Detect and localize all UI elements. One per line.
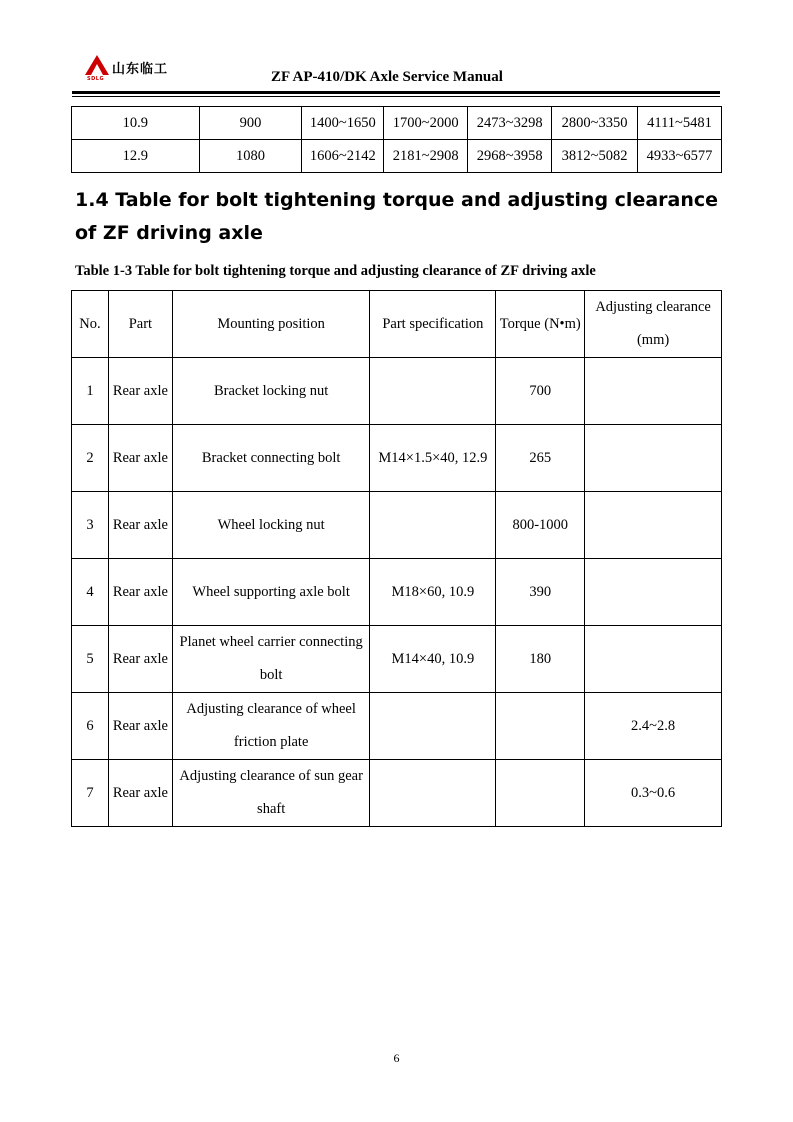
- logo-sub: SDLG: [87, 76, 105, 82]
- table-row: [72, 492, 722, 559]
- cell-position: Wheel supporting axle bolt: [172, 559, 370, 626]
- table-row: [72, 559, 722, 626]
- cell-position: Bracket locking nut: [172, 358, 370, 425]
- cell-part: Rear axle: [108, 559, 172, 626]
- table-cell: 2968~3958: [468, 140, 552, 173]
- header-part: Part: [108, 291, 172, 358]
- cell-spec: M14×40, 10.9: [370, 626, 496, 693]
- cell-spec: M14×1.5×40, 12.9: [370, 425, 496, 492]
- table-cell: 1080: [199, 140, 302, 173]
- cell-position: Adjusting clearance of sun gear shaft: [172, 760, 370, 827]
- cell-part: Rear axle: [108, 693, 172, 760]
- cell-spec: [370, 760, 496, 827]
- cell-torque: 180: [496, 626, 585, 693]
- cell-position: Adjusting clearance of wheel friction plate: [172, 693, 370, 760]
- cell-clearance: [585, 358, 722, 425]
- table-row: [72, 107, 722, 140]
- table-cell: 4933~6577: [638, 140, 722, 173]
- cell-part: Rear axle: [108, 492, 172, 559]
- cell-no: 6: [72, 693, 109, 760]
- cell-spec: [370, 693, 496, 760]
- company-logo: [84, 54, 194, 84]
- table-cell: 10.9: [72, 107, 200, 140]
- logo-triangle-icon: [84, 54, 110, 76]
- cell-torque: 700: [496, 358, 585, 425]
- table-cell: 1400~1650: [302, 107, 384, 140]
- cell-torque: 800-1000: [496, 492, 585, 559]
- table-row: [72, 358, 722, 425]
- header-rule-thick: [72, 91, 720, 94]
- table-cell: 900: [199, 107, 302, 140]
- cell-clearance: [585, 492, 722, 559]
- cell-clearance: 2.4~2.8: [585, 693, 722, 760]
- cell-clearance: [585, 626, 722, 693]
- header-clearance: Adjusting clearance (mm): [585, 291, 722, 358]
- cell-spec: [370, 492, 496, 559]
- cell-clearance: 0.3~0.6: [585, 760, 722, 827]
- cell-position: Wheel locking nut: [172, 492, 370, 559]
- table-cell: 1606~2142: [302, 140, 384, 173]
- cell-no: 2: [72, 425, 109, 492]
- cell-no: 5: [72, 626, 109, 693]
- table-row: [72, 425, 722, 492]
- cell-no: 1: [72, 358, 109, 425]
- cell-torque: 390: [496, 559, 585, 626]
- cell-spec: M18×60, 10.9: [370, 559, 496, 626]
- cell-clearance: [585, 425, 722, 492]
- cell-clearance: [585, 559, 722, 626]
- grade-torque-table: [71, 106, 722, 173]
- table-cell: 3812~5082: [552, 140, 638, 173]
- cell-part: Rear axle: [108, 425, 172, 492]
- cell-torque: [496, 760, 585, 827]
- cell-torque: [496, 693, 585, 760]
- table-cell: 2800~3350: [552, 107, 638, 140]
- table-row: [72, 626, 722, 693]
- cell-no: 7: [72, 760, 109, 827]
- table-cell: 12.9: [72, 140, 200, 173]
- table-row: [72, 693, 722, 760]
- cell-torque: 265: [496, 425, 585, 492]
- cell-no: 3: [72, 492, 109, 559]
- section-heading: 1.4 Table for bolt tightening torque and adjusting clearance of ZF driving axle: [75, 189, 719, 244]
- cell-part: Rear axle: [108, 760, 172, 827]
- table-row: [72, 140, 722, 173]
- table-caption: Table 1-3 Table for bolt tightening torque and adjusting clearance of ZF driving axle: [75, 263, 596, 279]
- header-no: No.: [72, 291, 109, 358]
- header-title: ZF AP-410/DK Axle Service Manual: [271, 69, 503, 85]
- header-position: Mounting position: [172, 291, 370, 358]
- header-rule-thin: [72, 96, 720, 97]
- cell-spec: [370, 358, 496, 425]
- cell-part: Rear axle: [108, 626, 172, 693]
- cell-position: Planet wheel carrier connecting bolt: [172, 626, 370, 693]
- table-cell: 1700~2000: [384, 107, 468, 140]
- header-torque: Torque (N•m): [496, 291, 585, 358]
- table-cell: 4111~5481: [638, 107, 722, 140]
- cell-part: Rear axle: [108, 358, 172, 425]
- table-header-row: [72, 291, 722, 358]
- cell-position: Bracket connecting bolt: [172, 425, 370, 492]
- table-cell: 2181~2908: [384, 140, 468, 173]
- page-number: 6: [393, 1051, 400, 1065]
- header-spec: Part specification: [370, 291, 496, 358]
- table-cell: 2473~3298: [468, 107, 552, 140]
- table-row: [72, 760, 722, 827]
- logo-text: 山东临工: [112, 62, 169, 77]
- cell-no: 4: [72, 559, 109, 626]
- torque-clearance-table: [71, 290, 722, 827]
